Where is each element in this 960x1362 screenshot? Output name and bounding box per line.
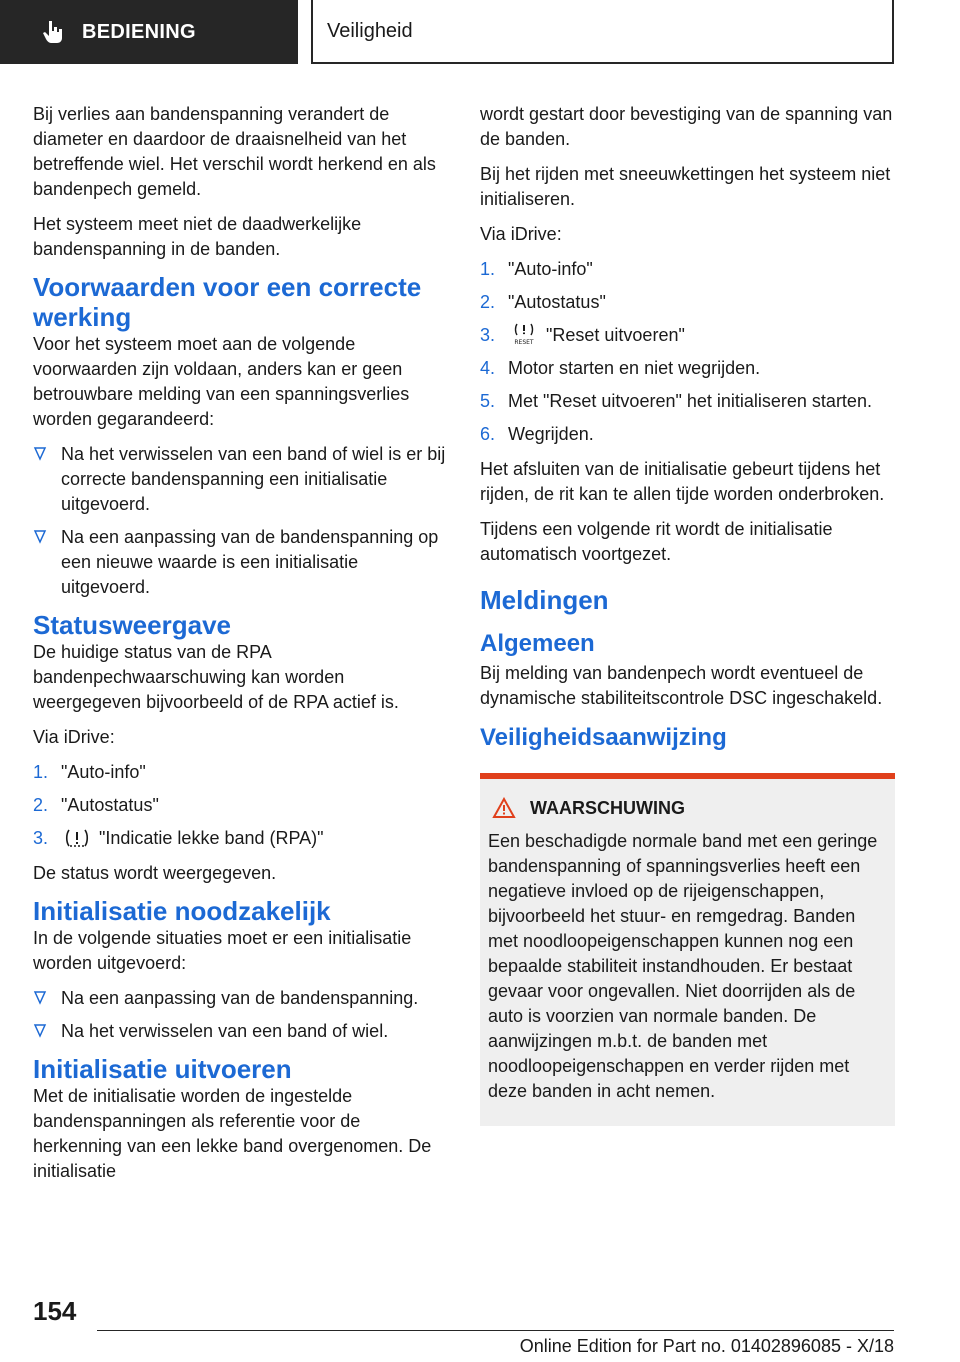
list-item: 3. "Indicatie lekke band (RPA)": [33, 828, 324, 848]
list-item: 2. "Autostatus": [480, 292, 606, 312]
footer-divider: [97, 1330, 894, 1331]
chapter-label: BEDIENING: [82, 20, 196, 43]
paragraph: Met de initialisatie worden de ingestelde bandenspanningen als referentie voor de herkenning van een lekke band overgenomen. De initialisatie: [33, 1086, 432, 1181]
list-item: 1. "Auto-info": [480, 259, 593, 279]
paragraph: Bij melding van bandenpech wordt eventueel de dynamische stabiliteitscontrole DSC ingeschakeld.: [480, 663, 883, 708]
list-item: 1. "Auto-info": [33, 762, 146, 782]
step-text: Wegrijden.: [508, 424, 594, 444]
paragraph: In de volgende situaties moet er een initialisatie worden uitgevoerd:: [33, 928, 412, 973]
numbered-list: [33, 760, 448, 851]
list-item-text: Na een aanpassing van de bandenspanning op een nieuwe waarde is een initialisatie uitgevoerd.: [61, 527, 439, 597]
bullet-triangle-icon: [33, 529, 47, 545]
paragraph: Via iDrive:: [33, 727, 115, 747]
paragraph: De status wordt weergegeven.: [33, 863, 277, 883]
right-column: [480, 102, 895, 1126]
paragraph: Voor het systeem moet aan de volgende voorwaarden zijn voldaan, anders kan er geen betrouwbare melding van een spanningsverlies worden gegarandeerd:: [33, 334, 410, 429]
reset-icon-label: RESET: [514, 339, 534, 345]
section-header: [311, 0, 894, 64]
step-text: "Autostatus": [61, 795, 159, 815]
list-item: 6. Wegrijden.: [480, 424, 594, 444]
bullet-triangle-icon: [33, 446, 47, 462]
list-item: [33, 525, 448, 600]
list-item-text: Na een aanpassing van de bandenspanning.: [61, 988, 419, 1008]
paragraph: Bij verlies aan bandenspanning verandert de diameter en daardoor de draaisnelheid van het betreffende wiel. Het verschil wordt herkend en als bandenpech gemeld.: [33, 104, 436, 199]
paragraph: wordt gestart door bevestiging van de spanning van de banden.: [480, 104, 893, 149]
step-text: "Auto-info": [508, 259, 593, 279]
bullet-list: [33, 986, 448, 1044]
hand-pointer-icon: [40, 19, 66, 45]
heading-safety: Veiligheidsaanwijzing: [480, 724, 727, 751]
step-text: Met "Reset uitvoeren" het initialiseren starten.: [508, 391, 872, 411]
paragraph: De huidige status van de RPA bandenpechwaarschuwing kan worden weergegeven bijvoorbeeld of de RPA actief is.: [33, 642, 399, 712]
warning-text: Een beschadigde normale band met een geringe bandenspanning of spanningsverlies heeft een negatieve invloed op de rijeigenschappen, bijvoorbeeld het stuur- en remgedrag. Banden met noodloopeigenschappen kunnen nog een bepaalde stabiliteit instandhouden. Er bestaat gevaar voor ongevallen. Niet doorrijden als de auto is voorzien van normale banden. De aanwijzingen m.b.t. de banden met noodloopeigenschappen en verder rijden met deze banden in acht nemen.: [488, 831, 878, 1101]
step-text: "Autostatus": [508, 292, 606, 312]
heading-general: Algemeen: [480, 630, 595, 657]
heading-messages: Meldingen: [480, 585, 609, 615]
left-column: [33, 102, 448, 1194]
heading-conditions: Voorwaarden voor een correcte werking: [33, 272, 422, 332]
section-title: Veiligheid: [327, 19, 413, 42]
page-number: 154: [33, 1296, 77, 1326]
step-text: Motor starten en niet wegrijden.: [508, 358, 761, 378]
warning-title-text: WAARSCHUWING: [530, 797, 685, 818]
paragraph: Bij het rijden met sneeuwkettingen het systeem niet initialiseren.: [480, 164, 891, 209]
tire-reset-icon: [512, 323, 536, 345]
list-item: 3. RESET "Reset uitvoeren": [480, 325, 685, 345]
list-item: 5. Met "Reset uitvoeren" het initialiseren starten.: [480, 391, 872, 411]
list-item: 2. "Autostatus": [33, 795, 159, 815]
warning-title: [488, 797, 887, 819]
step-text: "Indicatie lekke band (RPA)": [99, 828, 324, 848]
heading-status: Statusweergave: [33, 610, 231, 640]
list-item-text: Na het verwisselen van een band of wiel.: [61, 1021, 389, 1041]
edition-note: Online Edition for Part no. 01402896085 - X/18: [519, 1336, 894, 1356]
list-item-text: Na het verwisselen van een band of wiel is er bij correcte bandenspanning een initialisatie uitgevoerd.: [61, 444, 446, 514]
bullet-triangle-icon: [33, 1023, 47, 1039]
heading-init-perform: Initialisatie uitvoeren: [33, 1054, 292, 1084]
paragraph: Het systeem meet niet de daadwerkelijke bandenspanning in de banden.: [33, 214, 362, 259]
paragraph: Tijdens een volgende rit wordt de initialisatie automatisch voortgezet.: [480, 519, 833, 564]
step-text: "Auto-info": [61, 762, 146, 782]
list-item: [33, 442, 448, 517]
warning-box: [480, 773, 895, 1126]
list-item: 4. Motor starten en niet wegrijden.: [480, 358, 761, 378]
paragraph: Via iDrive:: [480, 224, 562, 244]
chapter-tab: [0, 0, 298, 64]
warning-triangle-icon: [492, 797, 516, 819]
paragraph: Het afsluiten van de initialisatie gebeurt tijdens het rijden, de rit kan te allen tijde worden onderbroken.: [480, 459, 885, 504]
heading-init-required: Initialisatie noodzakelijk: [33, 896, 331, 926]
list-item: [33, 986, 448, 1011]
list-item: [33, 1019, 448, 1044]
bullet-list: [33, 442, 448, 600]
step-text: "Reset uitvoeren": [546, 325, 685, 345]
tire-warning-icon: [65, 828, 89, 848]
numbered-list: [480, 257, 895, 447]
bullet-triangle-icon: [33, 990, 47, 1006]
